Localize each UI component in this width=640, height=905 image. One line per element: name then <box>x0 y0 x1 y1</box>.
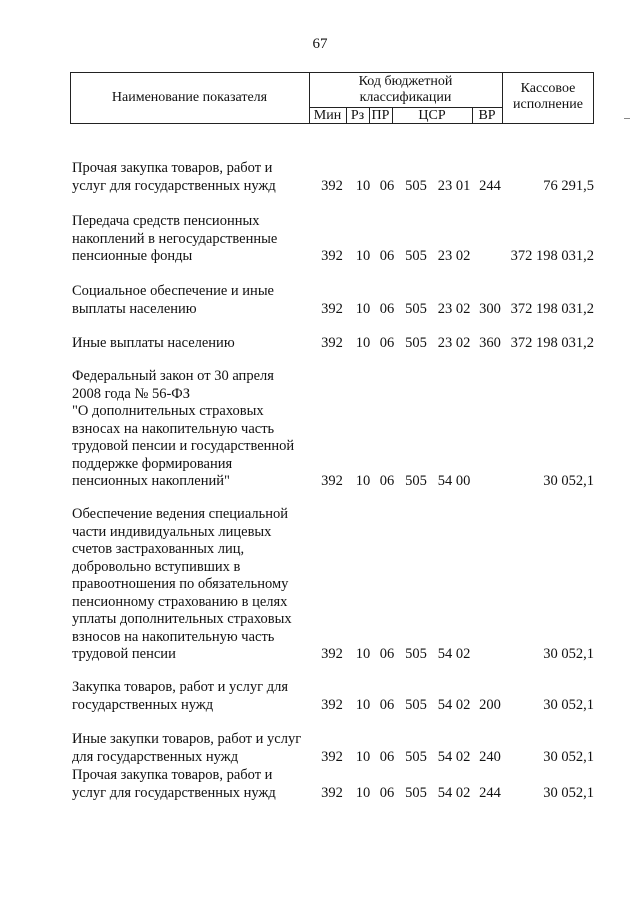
row-name: Иные выплаты населению <box>72 335 235 351</box>
row-csr-part1: 505 <box>405 248 427 264</box>
row-amount: 30 052,1 <box>543 784 594 801</box>
row-csr-part2: 23 02 <box>437 335 471 351</box>
header-rz: Рз <box>350 108 365 123</box>
row-csr-part2: 23 01 <box>437 177 471 194</box>
row-min: 392 <box>321 784 343 801</box>
row-vr: 240 <box>479 748 501 765</box>
row-csr-part1: 505 <box>405 473 427 489</box>
row-min: 392 <box>321 646 343 662</box>
row-name: Социальное обеспечение и иные выплаты населению <box>72 283 274 317</box>
row-csr-part1: 505 <box>405 300 427 317</box>
row-csr-part1: 505 <box>405 784 427 801</box>
row-csr-part1: 505 <box>405 696 427 713</box>
margin-tick <box>624 118 630 119</box>
page-number: 67 <box>312 36 328 52</box>
row-csr-part1: 505 <box>405 335 427 351</box>
row-rz: 10 <box>355 473 371 489</box>
row-csr-part2: 54 02 <box>437 784 471 801</box>
row-amount: 30 052,1 <box>543 748 594 765</box>
row-pr: 06 <box>379 473 395 489</box>
row-pr: 06 <box>379 300 395 317</box>
row-rz: 10 <box>355 696 371 713</box>
header-csr: ЦСР <box>418 108 446 123</box>
row-rz: 10 <box>355 646 371 662</box>
header-amount-line1: Кассовое <box>520 81 576 96</box>
row-pr: 06 <box>379 248 395 264</box>
header-min: Мин <box>313 108 342 123</box>
row-pr: 06 <box>379 646 395 662</box>
row-amount: 372 198 031,2 <box>510 248 594 264</box>
row-amount: 30 052,1 <box>543 696 594 713</box>
row-vr: 244 <box>479 784 501 801</box>
header-name-label: Наименование показателя <box>111 90 268 105</box>
row-name: Закупка товаров, работ и услуг для государственных нужд <box>72 679 289 713</box>
row-pr: 06 <box>379 748 395 765</box>
row-pr: 06 <box>379 177 395 194</box>
row-amount: 76 291,5 <box>543 177 594 194</box>
row-pr: 06 <box>379 784 395 801</box>
row-rz: 10 <box>355 177 371 194</box>
header-pr: ПР <box>371 108 390 123</box>
row-rz: 10 <box>355 248 371 264</box>
row-amount: 372 198 031,2 <box>510 335 594 351</box>
row-rz: 10 <box>355 335 371 351</box>
row-csr-part2: 54 00 <box>437 473 471 489</box>
row-rz: 10 <box>355 300 371 317</box>
header-top-border <box>70 72 594 73</box>
header-amount-line2: исполнение <box>513 97 583 112</box>
table-header <box>70 72 594 124</box>
row-name: Передача средств пенсионных накоплений в негосударственные пенсионные фонды <box>72 213 278 264</box>
row-rz: 10 <box>355 748 371 765</box>
row-vr: 360 <box>479 335 501 351</box>
row-pr: 06 <box>379 696 395 713</box>
row-csr-part2: 54 02 <box>437 748 471 765</box>
row-vr: 200 <box>479 696 501 713</box>
row-csr-part1: 505 <box>405 646 427 662</box>
row-min: 392 <box>321 696 343 713</box>
row-vr: 300 <box>479 300 501 317</box>
row-min: 392 <box>321 300 343 317</box>
row-csr-part2: 23 02 <box>437 248 471 264</box>
row-min: 392 <box>321 335 343 351</box>
header-code-line1: Код бюджетной <box>358 74 453 89</box>
row-csr-part2: 23 02 <box>437 300 471 317</box>
row-name: Федеральный закон от 30 апреля 2008 года № 56-ФЗ "О дополнительных страховых взносах на накопительную часть трудовой пенсии и государственной поддержке формирования пенсионных накоплений" <box>72 368 295 489</box>
row-min: 392 <box>321 177 343 194</box>
row-amount: 30 052,1 <box>543 473 594 489</box>
row-name: Прочая закупка товаров, работ и услуг для государственных нужд <box>72 160 276 194</box>
row-csr-part1: 505 <box>405 748 427 765</box>
row-amount: 30 052,1 <box>543 646 594 662</box>
row-min: 392 <box>321 473 343 489</box>
row-name: Прочая закупка товаров, работ и услуг для государственных нужд <box>72 767 276 801</box>
row-pr: 06 <box>379 335 395 351</box>
row-min: 392 <box>321 748 343 765</box>
row-min: 392 <box>321 248 343 264</box>
row-csr-part1: 505 <box>405 177 427 194</box>
header-code-line2: классификации <box>359 90 452 105</box>
row-csr-part2: 54 02 <box>437 696 471 713</box>
row-amount: 372 198 031,2 <box>510 300 594 317</box>
row-vr: 244 <box>479 177 501 194</box>
row-rz: 10 <box>355 784 371 801</box>
row-name: Иные закупки товаров, работ и услуг для государственных нужд <box>72 731 302 765</box>
header-vr: ВР <box>478 108 496 123</box>
row-csr-part2: 54 02 <box>437 646 471 662</box>
row-name: Обеспечение ведения специальной части индивидуальных лицевых счетов застрахованных лиц, добровольно вступивших в правоотношения по обязательному пенсионному страхованию в целях уплаты дополнительных страховых взносов на накопительную часть трудовой пенсии <box>72 506 292 662</box>
